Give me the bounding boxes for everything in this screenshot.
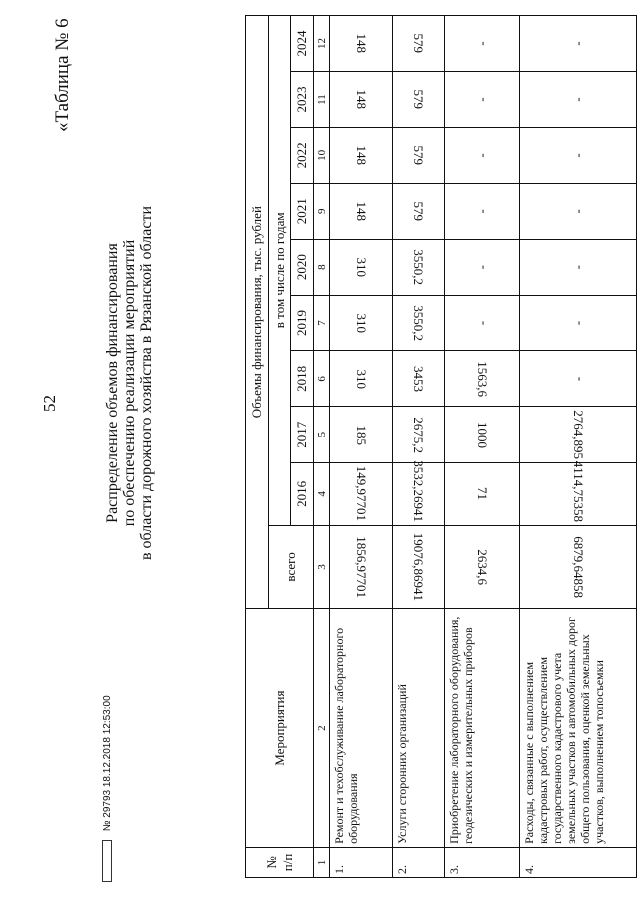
row-year-value bbox=[330, 16, 393, 72]
row-year-value bbox=[330, 463, 393, 525]
row-year-value-value: 149,97701 bbox=[354, 466, 370, 522]
row-year-value: - bbox=[444, 295, 520, 351]
header-event: Мероприятия bbox=[246, 609, 314, 848]
row-total-value: 2634,6 bbox=[475, 549, 491, 585]
row-year-value-value: 3532,26941 bbox=[411, 459, 427, 522]
row-year-value: - bbox=[520, 239, 637, 295]
row-year-value: - bbox=[520, 183, 637, 239]
row-year-value-value: 310 bbox=[354, 257, 370, 277]
title-line-2: по обеспечению реализации мероприятий bbox=[121, 239, 138, 527]
row-year-value-value: 3550,2 bbox=[411, 305, 427, 341]
table-row bbox=[520, 16, 637, 878]
row-year-value-value: 71 bbox=[475, 487, 491, 501]
index-cell: 10 bbox=[314, 127, 330, 183]
row-total-value: 6879,64858 bbox=[571, 536, 587, 598]
row-year-value bbox=[330, 407, 393, 463]
header-year-2023: 2023 bbox=[291, 72, 314, 128]
row-year-value: - bbox=[444, 239, 520, 295]
index-cell: 1 bbox=[314, 847, 330, 877]
header-year-2018: 2018 bbox=[291, 351, 314, 407]
row-total-value: 19076,86941 bbox=[411, 532, 427, 602]
row-num: 4. bbox=[520, 847, 637, 877]
row-event-name: Приобретение лабораторного оборудования, геодезических и измерительных приборов bbox=[444, 609, 520, 848]
header-num: № п/п bbox=[246, 847, 314, 877]
header-volume: Объемы финансирования, тыс. рублей bbox=[246, 16, 269, 609]
row-year-value-value: 3550,2 bbox=[411, 249, 427, 286]
index-cell: 9 bbox=[314, 183, 330, 239]
row-year-value-value: 4114,75358 bbox=[571, 460, 587, 522]
header-year-2019: 2019 bbox=[291, 295, 314, 351]
row-year-value: - bbox=[520, 72, 637, 128]
header-year-2022: 2022 bbox=[291, 127, 314, 183]
row-event-name: Расходы, связанные с выполнением кадастровых работ, осуществлением государственного кадастрового учета земельных участков и автомобильных дорог общего пользования, оценкой земельных участков, выполнением топосъемки bbox=[520, 609, 637, 848]
row-year-value: - bbox=[520, 127, 637, 183]
row-year-value bbox=[520, 460, 637, 525]
row-year-value: - bbox=[520, 295, 637, 351]
row-year-value-value: 148 bbox=[354, 89, 370, 110]
header-total: всего bbox=[268, 525, 313, 609]
row-year-value-value: 579 bbox=[411, 145, 427, 166]
index-cell: 11 bbox=[314, 72, 330, 128]
row-year-value bbox=[444, 351, 520, 407]
index-cell: 12 bbox=[314, 16, 330, 72]
row-year-value bbox=[444, 407, 520, 463]
row-year-value bbox=[330, 351, 393, 407]
row-year-value-value: 3453 bbox=[411, 365, 427, 392]
row-year-value bbox=[330, 183, 393, 239]
row-year-value: - bbox=[444, 127, 520, 183]
header-year-2021: 2021 bbox=[291, 183, 314, 239]
index-cell: 5 bbox=[314, 407, 330, 463]
title-line-3: в области дорожного хозяйства в Рязанской области bbox=[138, 205, 155, 560]
header-year-2024: 2024 bbox=[291, 16, 314, 72]
row-year-value bbox=[392, 459, 444, 525]
row-total bbox=[444, 525, 520, 609]
index-cell: 7 bbox=[314, 295, 330, 351]
row-year-value: - bbox=[444, 72, 520, 128]
header-year-2016: 2016 bbox=[291, 463, 314, 525]
index-cell: 4 bbox=[314, 463, 330, 525]
row-year-value bbox=[330, 295, 393, 351]
financing-table bbox=[245, 15, 637, 878]
row-event-name: Ремонт и техобслуживание лабораторного оборудования bbox=[330, 609, 393, 848]
row-year-value-value: 310 bbox=[354, 313, 370, 333]
stamp-logo-icon bbox=[102, 840, 112, 882]
row-year-value bbox=[330, 72, 393, 128]
row-year-value-value: 310 bbox=[354, 369, 370, 389]
row-year-value: - bbox=[444, 16, 520, 72]
row-year-value bbox=[330, 239, 393, 295]
row-year-value bbox=[392, 127, 444, 183]
index-cell: 3 bbox=[314, 525, 330, 609]
row-year-value bbox=[392, 351, 444, 407]
index-cell: 6 bbox=[314, 351, 330, 407]
header-year-2020: 2020 bbox=[291, 239, 314, 295]
row-year-value bbox=[444, 463, 520, 525]
row-year-value-value: 185 bbox=[354, 425, 370, 445]
table-row bbox=[330, 16, 393, 878]
row-year-value bbox=[520, 407, 637, 463]
table-label: «Таблица № 6 bbox=[52, 18, 73, 132]
row-event-name: Услуги сторонних организаций bbox=[392, 609, 444, 848]
table-row bbox=[444, 16, 520, 878]
row-year-value bbox=[330, 127, 393, 183]
row-total bbox=[520, 525, 637, 609]
row-year-value: - bbox=[520, 16, 637, 72]
row-year-value-value: 148 bbox=[354, 33, 370, 54]
row-year-value-value: 579 bbox=[411, 89, 427, 110]
row-year-value: - bbox=[444, 183, 520, 239]
row-year-value-value: 1563,6 bbox=[475, 361, 491, 397]
row-year-value-value: 148 bbox=[354, 201, 370, 222]
row-year-value-value: 1000 bbox=[475, 421, 491, 448]
row-year-value bbox=[392, 72, 444, 128]
page-number: 52 bbox=[40, 395, 59, 412]
stamp-text: № 29793 18.12.2018 12:53:00 bbox=[102, 695, 113, 832]
registration-stamp bbox=[102, 695, 113, 882]
row-total bbox=[392, 525, 444, 609]
row-num: 3. bbox=[444, 847, 520, 877]
table-row bbox=[392, 16, 444, 878]
row-num: 2. bbox=[392, 847, 444, 877]
row-total-value: 1856,97701 bbox=[354, 536, 370, 598]
header-year-2017: 2017 bbox=[291, 407, 314, 463]
row-year-value bbox=[392, 239, 444, 295]
row-year-value: - bbox=[520, 351, 637, 407]
row-year-value-value: 2764,895 bbox=[571, 410, 587, 460]
row-year-value-value: 579 bbox=[411, 201, 427, 222]
row-year-value bbox=[392, 407, 444, 463]
row-year-value-value: 2675,2 bbox=[411, 416, 427, 453]
row-num: 1. bbox=[330, 847, 393, 877]
row-year-value bbox=[392, 183, 444, 239]
row-year-value-value: 579 bbox=[411, 33, 427, 54]
title-line-1: Распределение объемов финансирования bbox=[104, 243, 121, 523]
row-total bbox=[330, 525, 393, 609]
index-cell: 8 bbox=[314, 239, 330, 295]
index-cell: 2 bbox=[314, 609, 330, 848]
row-year-value bbox=[392, 16, 444, 72]
row-year-value bbox=[392, 295, 444, 351]
header-by-years: в том числе по годам bbox=[268, 16, 291, 526]
row-year-value-value: 148 bbox=[354, 145, 370, 166]
document-title bbox=[104, 206, 155, 560]
